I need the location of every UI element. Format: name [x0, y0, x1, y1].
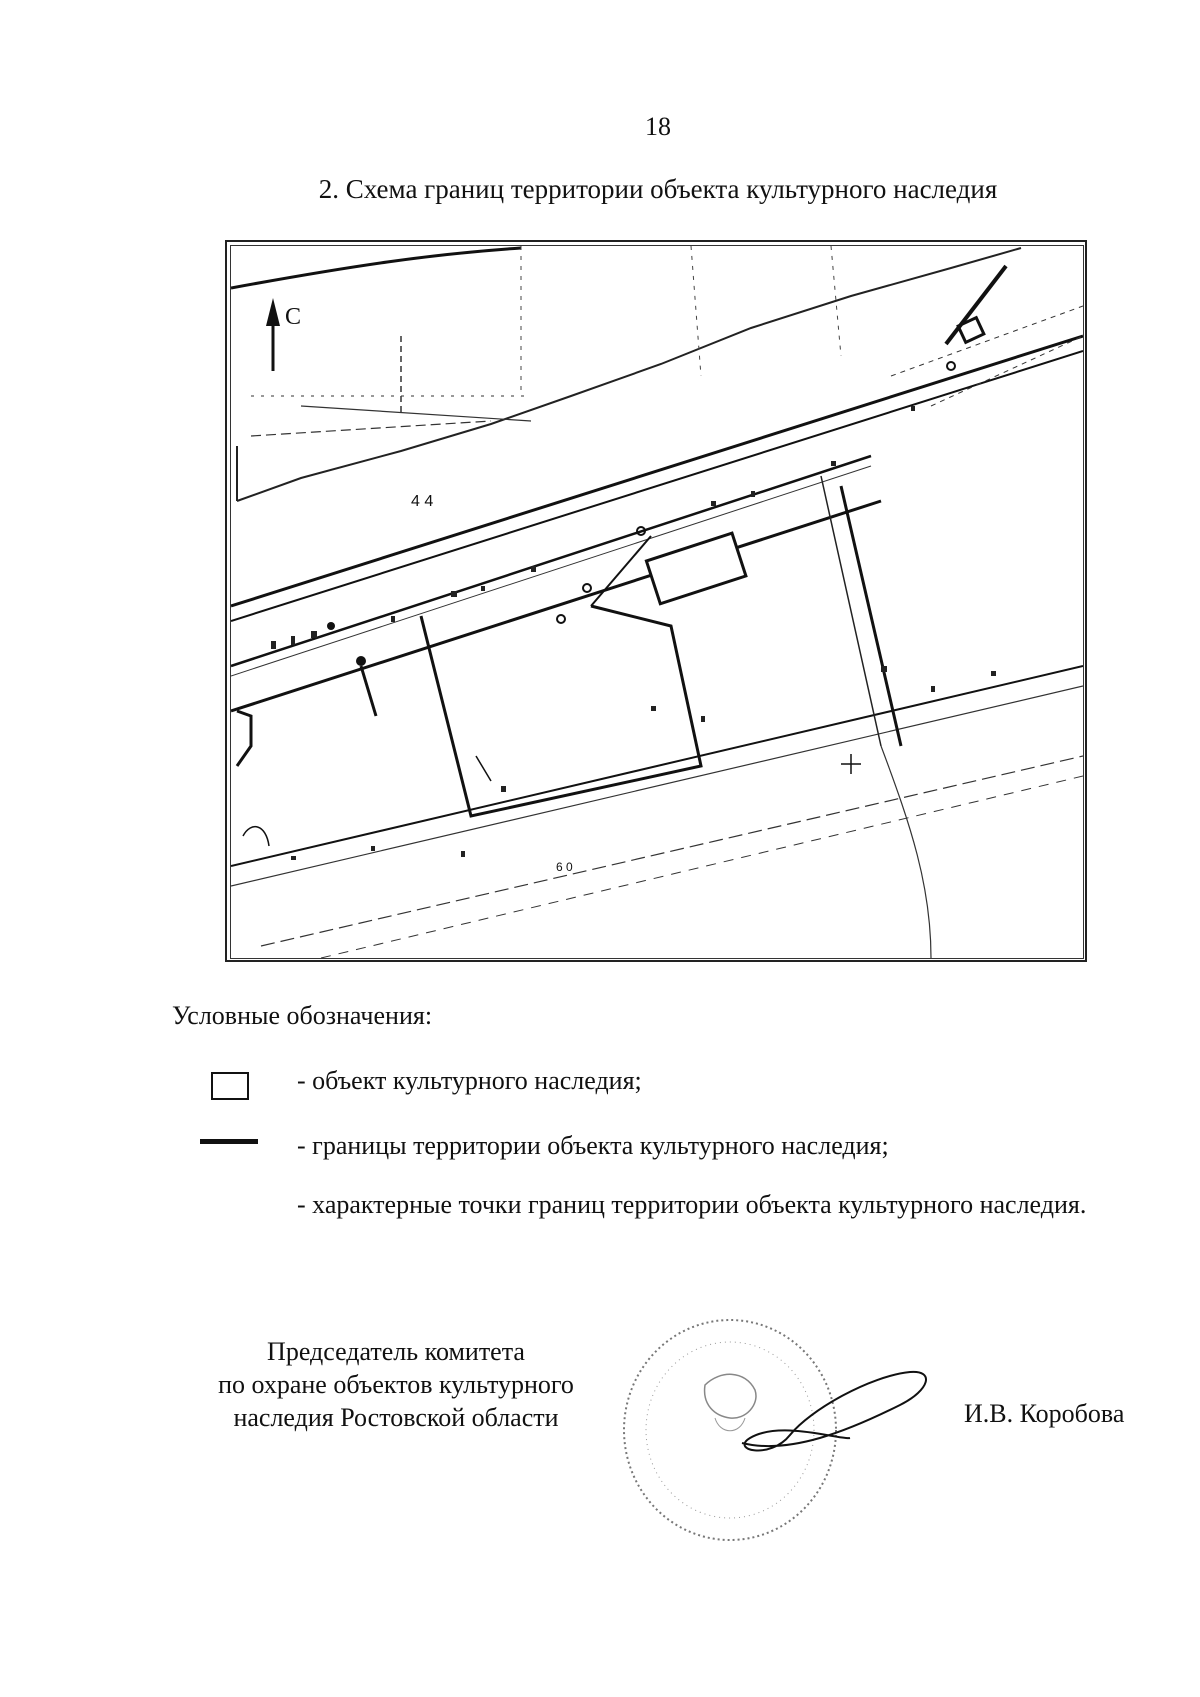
page-title: 2. Схема границ территории объекта культурного наследия: [318, 174, 998, 204]
boundary-scheme-map: [225, 240, 1087, 962]
legend-item-heritage-object: - объект культурного наследия;: [297, 1066, 642, 1095]
signatory-name: И.В. Коробова: [964, 1399, 1125, 1428]
page-number: 18: [645, 112, 671, 141]
square-outline-icon: [211, 1072, 249, 1100]
map-label: 6 0: [556, 860, 573, 874]
official-seal-with-signature: [620, 1310, 940, 1550]
north-label: С: [285, 304, 302, 330]
position-line: по охране объектов культурного: [218, 1370, 574, 1399]
legend-item-territory-boundary: - границы территории объекта культурного наследия;: [297, 1131, 889, 1160]
cadastral-map-drawing: [230, 245, 1084, 959]
position-line: Председатель комитета: [267, 1337, 525, 1366]
thick-line-icon: [200, 1139, 258, 1144]
map-label: 4 4: [411, 493, 434, 510]
signatory-position: [196, 1335, 596, 1434]
position-line: наследия Ростовской области: [233, 1403, 559, 1432]
north-arrow-icon: [266, 298, 280, 371]
legend-item-characteristic-points: - характерные точки границ территории объекта культурного наследия.: [297, 1190, 1087, 1219]
legend-title: Условные обозначения:: [172, 1001, 433, 1030]
